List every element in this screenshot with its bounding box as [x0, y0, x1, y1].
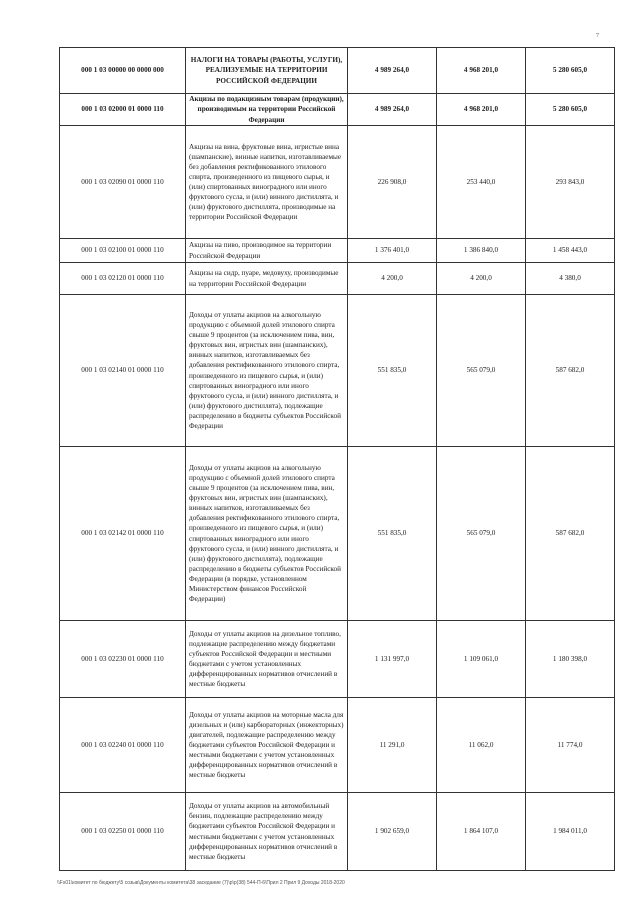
value-year3-cell: 1 458 443,0: [526, 239, 615, 263]
value-year1-cell: 4 989 264,0: [348, 94, 437, 126]
revenue-table: [59, 47, 615, 871]
value-year3-cell: 1 984 011,0: [526, 793, 615, 871]
value-year2-cell: 4 968 201,0: [437, 48, 526, 94]
table-row: [60, 621, 615, 698]
budget-code-cell: 000 1 03 02230 01 0000 110: [60, 621, 186, 698]
value-year3-cell: 1 180 398,0: [526, 621, 615, 698]
budget-code-cell: 000 1 03 02140 01 0000 110: [60, 295, 186, 447]
table-row: [60, 698, 615, 793]
value-year3-cell: 293 843,0: [526, 126, 615, 239]
budget-code-cell: 000 1 03 02250 01 0000 110: [60, 793, 186, 871]
value-year2-cell: 1 109 061,0: [437, 621, 526, 698]
budget-code-cell: 000 1 03 02100 01 0000 110: [60, 239, 186, 263]
revenue-name-cell: Доходы от уплаты акцизов на алкогольную продукцию с объемной долей этилового спирта свыше 9 процентов (за исключением пива, вин, фруктовых вин, игристых вин (шампанских), винных напитков, изготавливаемых без добавления ректификованного этилового спирта, произведенного из пищевого сырья, и (или) спиртованных виноградного или иного фруктового сусла, и (или) винного дистиллята, и (или) фруктового дистиллята), подлежащие распределению в бюджеты субъектов Российской Федерации: [186, 295, 348, 447]
revenue-name-cell: Доходы от уплаты акцизов на автомобильный бензин, подлежащие распределению между бюджетами субъектов Российской Федерации и местными бюджетами с учетом установленных дифференцированных нормативов отчислений в местные бюджеты: [186, 793, 348, 871]
value-year3-cell: 5 280 605,0: [526, 48, 615, 94]
table-row: [60, 48, 615, 94]
table-row: [60, 126, 615, 239]
value-year3-cell: 587 682,0: [526, 447, 615, 621]
value-year1-cell: 226 908,0: [348, 126, 437, 239]
value-year1-cell: 1 902 659,0: [348, 793, 437, 871]
budget-code-cell: 000 1 03 02142 01 0000 110: [60, 447, 186, 621]
value-year1-cell: 551 835,0: [348, 295, 437, 447]
table-row: [60, 94, 615, 126]
value-year2-cell: 4 200,0: [437, 263, 526, 295]
table-row: [60, 793, 615, 871]
value-year2-cell: 1 864 107,0: [437, 793, 526, 871]
value-year3-cell: 4 380,0: [526, 263, 615, 295]
revenue-name-cell: Доходы от уплаты акцизов на моторные масла для дизельных и (или) карбюраторных (инжекторных) двигателей, подлежащие распределению между бюджетами субъектов Российской Федерации и местными бюджетами с учетом установленных дифференцированных нормативов отчислений в местные бюджеты: [186, 698, 348, 793]
value-year2-cell: 565 079,0: [437, 447, 526, 621]
value-year2-cell: 253 440,0: [437, 126, 526, 239]
value-year3-cell: 5 280 605,0: [526, 94, 615, 126]
budget-code-cell: 000 1 03 02240 01 0000 110: [60, 698, 186, 793]
footer-file-path: \\Fs01\комитет по бюджету\5 созыв\Документы комитета\38 заседание (7)\р\р(38) 544-П-6\Прил 2 Прил 9 Доходы 2018-2020: [57, 880, 345, 886]
budget-code-cell: 000 1 03 02000 01 0000 110: [60, 94, 186, 126]
page-number: 7: [596, 33, 599, 39]
budget-code-cell: 000 1 03 02090 01 0000 110: [60, 126, 186, 239]
table-row: [60, 295, 615, 447]
value-year3-cell: 587 682,0: [526, 295, 615, 447]
revenue-name-cell: Акцизы на вина, фруктовые вина, игристые вина (шампанские), винные напитки, изготавливаемые без добавления ректификованного этилового спирта, произведенного из пищевого сырья, и (или) спиртованных виноградного или иного фруктового сусла, и (или) винного дистиллята, и (или) фруктового дистиллята, производимые на территории Российской Федерации: [186, 126, 348, 239]
revenue-name-cell: Доходы от уплаты акцизов на дизельное топливо, подлежащие распределению между бюджетами субъектов Российской Федерации и местными бюджетами с учетом установленных дифференцированных нормативов отчислений в местные бюджеты: [186, 621, 348, 698]
table-row: [60, 263, 615, 295]
value-year1-cell: 4 200,0: [348, 263, 437, 295]
value-year2-cell: 1 386 840,0: [437, 239, 526, 263]
revenue-name-cell: НАЛОГИ НА ТОВАРЫ (РАБОТЫ, УСЛУГИ), РЕАЛИЗУЕМЫЕ НА ТЕРРИТОРИИ РОССИЙСКОЙ ФЕДЕРАЦИИ: [186, 48, 348, 94]
table-row: [60, 447, 615, 621]
value-year1-cell: 551 835,0: [348, 447, 437, 621]
value-year2-cell: 4 968 201,0: [437, 94, 526, 126]
budget-code-cell: 000 1 03 02120 01 0000 110: [60, 263, 186, 295]
value-year2-cell: 11 062,0: [437, 698, 526, 793]
value-year1-cell: 4 989 264,0: [348, 48, 437, 94]
table-row: [60, 239, 615, 263]
revenue-name-cell: Акцизы на сидр, пуаре, медовуху, производимые на территории Российской Федерации: [186, 263, 348, 295]
value-year3-cell: 11 774,0: [526, 698, 615, 793]
revenue-name-cell: Доходы от уплаты акцизов на алкогольную продукцию с объемной долей этилового спирта свыше 9 процентов (за исключением пива, вин, фруктовых вин, игристых вин (шампанских), винных напитков, изготавливаемых без добавления ректификованного этилового спирта, произведенного из пищевого сырья, и (или) спиртованных виноградного или иного фруктового сусла, и (или) винного дистиллята, и (или) фруктового дистиллята), подлежащие распределению в бюджеты субъектов Российской Федерации (в порядке, установленном Министерством финансов Российской Федерации): [186, 447, 348, 621]
value-year1-cell: 1 131 997,0: [348, 621, 437, 698]
value-year1-cell: 1 376 401,0: [348, 239, 437, 263]
revenue-name-cell: Акцизы по подакцизным товарам (продукции), производимым на территории Российской Федерации: [186, 94, 348, 126]
value-year1-cell: 11 291,0: [348, 698, 437, 793]
value-year2-cell: 565 079,0: [437, 295, 526, 447]
budget-code-cell: 000 1 03 00000 00 0000 000: [60, 48, 186, 94]
revenue-name-cell: Акцизы на пиво, производимое на территории Российской Федерации: [186, 239, 348, 263]
